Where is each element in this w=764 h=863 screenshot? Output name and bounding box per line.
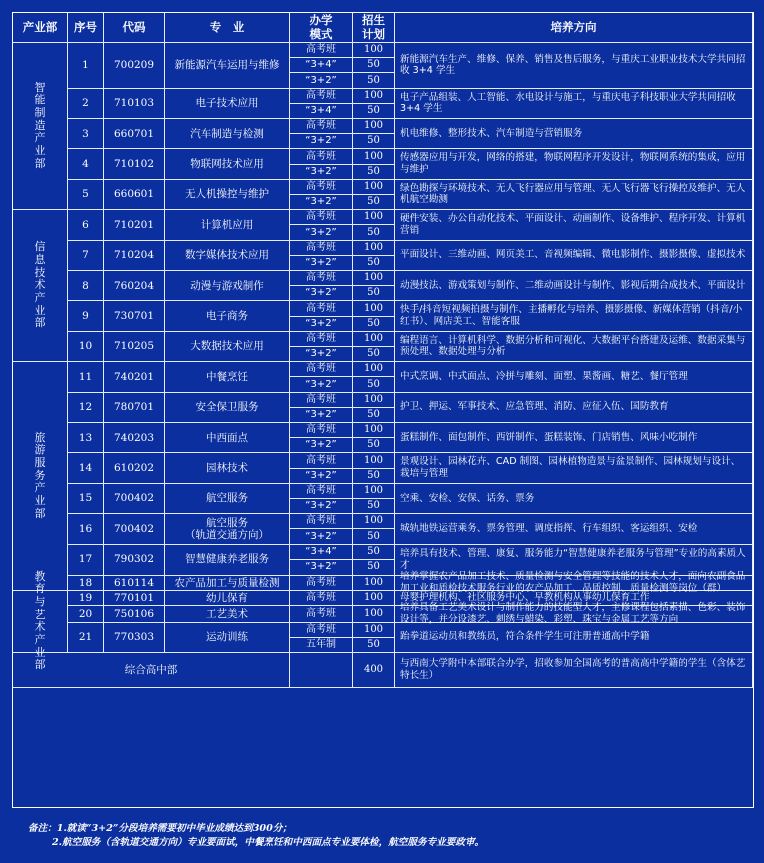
row-seq: 10	[68, 332, 104, 362]
row-seq: 3	[68, 119, 104, 149]
row-mode: 高考班	[290, 393, 353, 408]
row-seq: 20	[68, 606, 104, 623]
row-major: 中餐烹饪	[165, 362, 290, 392]
row-quota: 100	[353, 89, 395, 104]
row-quota: 50	[353, 469, 395, 484]
row-quota: 50	[353, 408, 395, 423]
row-direction: 绿色勘探与环境技术、无人飞行器应用与管理、无人飞行器飞行操控及维护、无人机航空勘测	[395, 180, 753, 210]
row-mode: “3+2”	[290, 347, 353, 362]
row-major: 计算机应用	[165, 210, 290, 240]
row-direction: 新能源汽车生产、维修、保养、销售及售后服务，与重庆工业职业技术大学共同招收 3+4 学生	[395, 43, 753, 89]
row-major: 农产品加工与质量检测	[165, 576, 290, 591]
row-quota: 100	[353, 591, 395, 606]
row-quota: 100	[353, 149, 395, 164]
row-mode: 高考班	[290, 149, 353, 164]
row-quota: 100	[353, 180, 395, 195]
row-major: 幼儿保育	[165, 591, 290, 606]
row-mode: 高考班	[290, 180, 353, 195]
row-code: 660701	[104, 119, 165, 149]
row-quota: 50	[353, 104, 395, 119]
department-label	[13, 362, 68, 591]
row-code: 710201	[104, 210, 165, 240]
row-code: 770101	[104, 591, 165, 606]
row-code: 730701	[104, 301, 165, 331]
row-quota: 100	[353, 43, 395, 58]
row-code: 700402	[104, 514, 165, 544]
row-seq: 16	[68, 514, 104, 544]
row-mode: “3+2”	[290, 469, 353, 484]
row-major: 无人机操控与维护	[165, 180, 290, 210]
row-quota: 100	[353, 576, 395, 591]
row-mode: “3+4”	[290, 545, 353, 561]
header-mode: 办学 模式	[290, 13, 353, 43]
row-mode: “3+2”	[290, 225, 353, 240]
row-major: 电子技术应用	[165, 89, 290, 119]
row-mode: 高考班	[290, 332, 353, 347]
row-mode: 高考班	[290, 119, 353, 134]
row-quota: 100	[353, 606, 395, 623]
row-code: 710204	[104, 241, 165, 271]
row-code: 740201	[104, 362, 165, 392]
row-seq: 4	[68, 149, 104, 179]
comprehensive-direction: 与西南大学附中本部联合办学，招收参加全国高考的普高高中学籍的学生（含体艺特长生）	[395, 653, 753, 688]
row-major: 安全保卫服务	[165, 393, 290, 423]
department-name: 旅游服务产业部	[34, 430, 46, 520]
comprehensive-quota: 400	[353, 653, 395, 688]
row-seq: 12	[68, 393, 104, 423]
row-mode: “3+2”	[290, 256, 353, 271]
row-mode: “3+2”	[290, 73, 353, 88]
row-direction: 空乘、安检、安保、话务、票务	[395, 484, 753, 514]
row-seq: 1	[68, 43, 104, 89]
department-label	[13, 569, 68, 672]
row-mode: 高考班	[290, 591, 353, 606]
row-direction: 动漫技法、游戏策划与制作、二维动画设计与制作、影视后期合成技术、平面设计	[395, 271, 753, 301]
row-seq: 7	[68, 241, 104, 271]
row-direction: 跆拳道运动员和教练员，符合条件学生可注册普通高中学籍	[395, 623, 753, 653]
row-mode: 五年制	[290, 638, 353, 653]
row-quota: 100	[353, 484, 395, 499]
row-quota: 50	[353, 438, 395, 453]
row-mode: 高考班	[290, 423, 353, 438]
header-dept: 产业部	[13, 13, 68, 43]
row-direction: 母婴护理机构、社区服务中心、早教机构从事幼儿保育工作	[395, 591, 753, 606]
row-mode: 高考班	[290, 514, 353, 529]
row-direction: 培养掌握农产品加工技术、质量检测与安全管理等技能的技术人才，面向农副食品加工业和质检技术服务行业的农产品加工、品质控制、质量检测等岗位（群）	[395, 576, 753, 591]
row-quota: 50	[353, 638, 395, 653]
row-quota: 100	[353, 332, 395, 347]
row-direction: 城轨地铁运营乘务、票务管理、调度指挥、行车组织、客运组织、安检	[395, 514, 753, 544]
row-seq: 18	[68, 576, 104, 591]
department-label	[13, 210, 68, 362]
row-major: 园林技术	[165, 453, 290, 483]
row-direction: 蛋糕制作、面包制作、西饼制作、蛋糕装饰、门店销售、风味小吃制作	[395, 423, 753, 453]
row-code: 780701	[104, 393, 165, 423]
row-code: 700209	[104, 43, 165, 89]
row-mode: “3+2”	[290, 134, 353, 149]
row-seq: 11	[68, 362, 104, 392]
row-mode: “3+2”	[290, 499, 353, 514]
row-quota: 50	[353, 165, 395, 180]
row-seq: 21	[68, 623, 104, 653]
row-mode: 高考班	[290, 484, 353, 499]
row-quota: 50	[353, 499, 395, 514]
row-major: 工艺美术	[165, 606, 290, 623]
row-quota: 50	[353, 134, 395, 149]
header-direction: 培养方向	[395, 13, 753, 43]
row-seq: 19	[68, 591, 104, 606]
department-label	[13, 43, 68, 210]
row-code: 740203	[104, 423, 165, 453]
row-mode: 高考班	[290, 606, 353, 623]
row-mode: “3+2”	[290, 317, 353, 332]
row-quota: 50	[353, 73, 395, 88]
row-direction: 电子产品组装、人工智能、水电设计与施工，与重庆电子科技职业大学共同招收 3+4 学生	[395, 89, 753, 119]
row-code: 610114	[104, 576, 165, 591]
row-quota: 100	[353, 514, 395, 529]
row-code: 750106	[104, 606, 165, 623]
row-quota: 100	[353, 119, 395, 134]
row-quota: 50	[353, 560, 395, 576]
row-quota: 100	[353, 453, 395, 468]
row-code: 660601	[104, 180, 165, 210]
header-major: 专 业	[165, 13, 290, 43]
row-mode: “3+4”	[290, 58, 353, 73]
row-seq: 15	[68, 484, 104, 514]
enrollment-table	[12, 12, 754, 808]
row-direction: 平面设计、三维动画、网页美工、音视频编辑、微电影制作、摄影摄像、虚拟技术	[395, 241, 753, 271]
row-quota: 100	[353, 301, 395, 316]
row-code: 760204	[104, 271, 165, 301]
row-mode: 高考班	[290, 576, 353, 591]
row-seq: 6	[68, 210, 104, 240]
row-seq: 2	[68, 89, 104, 119]
row-direction: 景观设计、园林花卉、CAD 制图、园林植物造景与盆景制作、园林规划与设计、栽培与管理	[395, 453, 753, 483]
row-quota: 100	[353, 210, 395, 225]
row-major: 中西面点	[165, 423, 290, 453]
notes	[28, 822, 748, 850]
row-mode: 高考班	[290, 362, 353, 377]
row-code: 710205	[104, 332, 165, 362]
row-major: 智慧健康养老服务	[165, 545, 290, 576]
note-line-1: 备注：1.就读“3+2”分段培养需要初中毕业成绩达到300分；	[28, 823, 292, 834]
row-quota: 100	[353, 362, 395, 377]
row-major: 物联网技术应用	[165, 149, 290, 179]
row-direction: 护卫、押运、军事技术、应急管理、消防、应征入伍、国防教育	[395, 393, 753, 423]
row-quota: 100	[353, 423, 395, 438]
row-direction: 快手/抖音短视频拍摄与制作、主播孵化与培养、摄影摄像、新媒体营销（抖音/小红书）、网店美工、智能客服	[395, 301, 753, 331]
row-code: 710103	[104, 89, 165, 119]
row-mode: 高考班	[290, 89, 353, 104]
row-major: 新能源汽车运用与维修	[165, 43, 290, 89]
row-major: 航空服务	[165, 484, 290, 514]
row-code: 790302	[104, 545, 165, 576]
row-major: 运动训练	[165, 623, 290, 653]
row-quota: 50	[353, 256, 395, 271]
row-mode: “3+2”	[290, 377, 353, 392]
department-name: 信息技术产业部	[34, 240, 46, 330]
row-direction: 硬件安装、办公自动化技术、平面设计、动画制作、设备维护、程序开发、计算机营销	[395, 210, 753, 240]
comprehensive-name: 综合高中部	[13, 653, 290, 688]
row-quota: 50	[353, 195, 395, 210]
row-mode: “3+4”	[290, 104, 353, 119]
header-code: 代码	[104, 13, 165, 43]
row-quota: 100	[353, 393, 395, 408]
row-mode: “3+2”	[290, 529, 353, 544]
row-code: 770303	[104, 623, 165, 653]
row-mode: 高考班	[290, 271, 353, 286]
note-line-2: 2.航空服务（含轨道交通方向）专业要面试，中餐烹饪和中西面点专业要体检，航空服务专业要政审。	[52, 836, 485, 848]
row-mode: 高考班	[290, 301, 353, 316]
row-code: 710102	[104, 149, 165, 179]
row-major: 汽车制造与检测	[165, 119, 290, 149]
department-name: 教育与艺术产业部	[34, 569, 46, 672]
row-code: 610202	[104, 453, 165, 483]
row-direction: 机电维修、整形技术、汽车制造与营销服务	[395, 119, 753, 149]
row-major: 动漫与游戏制作	[165, 271, 290, 301]
row-quota: 50	[353, 317, 395, 332]
row-seq: 9	[68, 301, 104, 331]
header-seq: 序号	[68, 13, 104, 43]
row-quota: 100	[353, 241, 395, 256]
row-quota: 50	[353, 545, 395, 561]
row-quota: 50	[353, 347, 395, 362]
row-direction: 编程语言、计算机科学、数据分析和可视化、大数据平台搭建及运维、数据采集与预处理、数据处理与分析	[395, 332, 753, 362]
row-code: 700402	[104, 484, 165, 514]
row-major: 数字媒体技术应用	[165, 241, 290, 271]
row-mode: “3+2”	[290, 195, 353, 210]
row-mode: 高考班	[290, 623, 353, 638]
row-mode: “3+2”	[290, 165, 353, 180]
row-direction: 培养具备工艺美术设计与制作能力的技能型人才，主修课程包括素描、色彩、装饰设计等，并分设漆艺、刺绣与蜡染、彩塑、珠宝与金属工艺等方向	[395, 606, 753, 623]
row-seq: 5	[68, 180, 104, 210]
row-mode: 高考班	[290, 210, 353, 225]
row-seq: 14	[68, 453, 104, 483]
row-quota: 50	[353, 286, 395, 301]
row-mode: “3+2”	[290, 438, 353, 453]
row-mode: 高考班	[290, 453, 353, 468]
row-seq: 17	[68, 545, 104, 576]
row-major: 航空服务 （轨道交通方向）	[165, 514, 290, 544]
row-major: 电子商务	[165, 301, 290, 331]
row-mode: 高考班	[290, 241, 353, 256]
row-direction: 培养具有技术、管理、康复、服务能力“智慧健康养老服务与管理”专业的高素质人才	[395, 545, 753, 576]
comprehensive-mode	[290, 653, 353, 688]
row-mode: “3+2”	[290, 560, 353, 576]
row-seq: 13	[68, 423, 104, 453]
row-mode: “3+2”	[290, 286, 353, 301]
header-quota: 招生 计划	[353, 13, 395, 43]
row-quota: 50	[353, 225, 395, 240]
row-direction: 传感器应用与开发，网络的搭建，物联网程序开发设计，物联网系统的集成，应用与维护	[395, 149, 753, 179]
row-mode: 高考班	[290, 43, 353, 58]
row-quota: 50	[353, 58, 395, 73]
row-quota: 50	[353, 529, 395, 544]
row-mode: “3+2”	[290, 408, 353, 423]
row-quota: 100	[353, 623, 395, 638]
row-quota: 100	[353, 271, 395, 286]
department-name: 智能制造产业部	[34, 80, 46, 170]
row-quota: 50	[353, 377, 395, 392]
row-direction: 中式烹调、中式面点、冷拼与雕刻、面塑、果酱画、糖艺、餐厅管理	[395, 362, 753, 392]
row-seq: 8	[68, 271, 104, 301]
row-major: 大数据技术应用	[165, 332, 290, 362]
